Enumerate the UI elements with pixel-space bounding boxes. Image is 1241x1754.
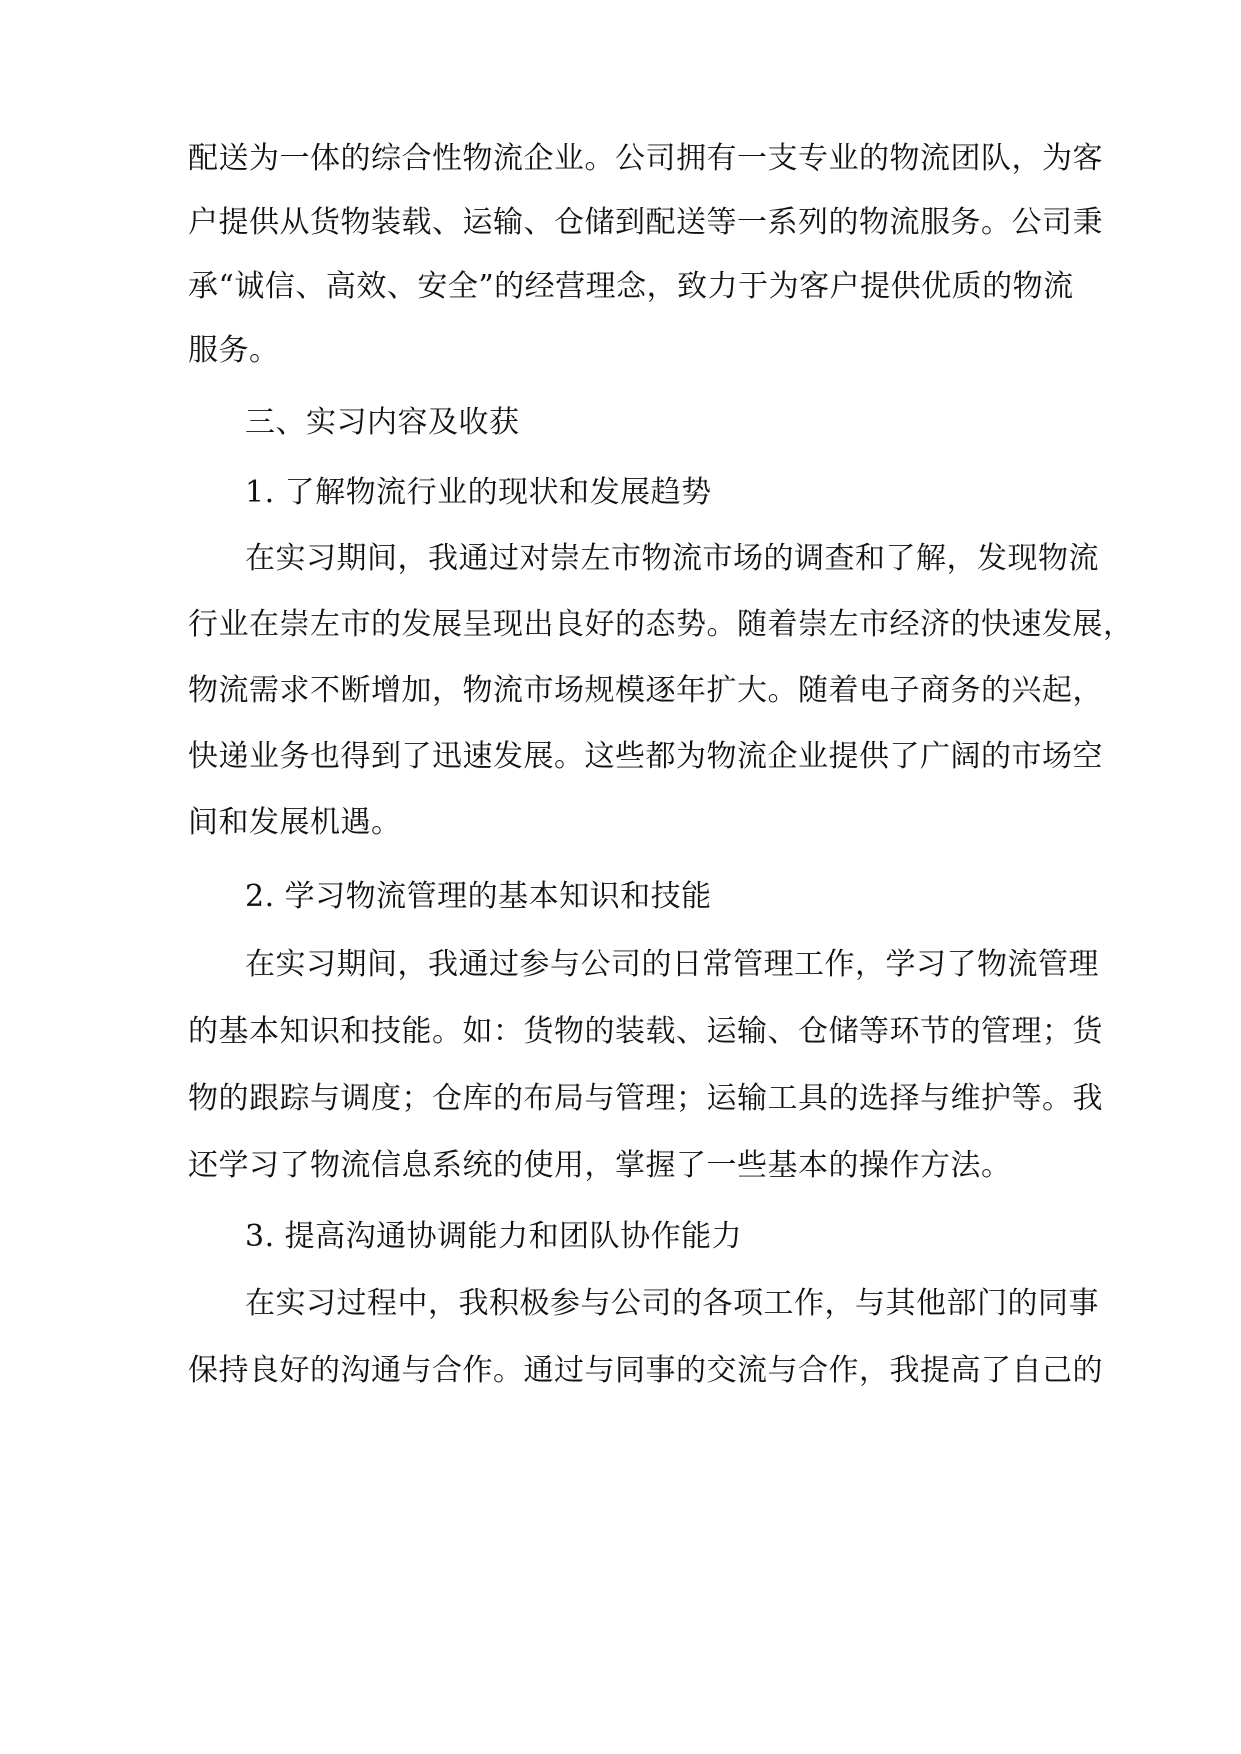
body-text-line: 承“诚信、高效、安全”的经营理念，致力于为客户提供优质的物流 [188, 269, 1074, 304]
body-text-line: 还学习了物流信息系统的使用，掌握了一些基本的操作方法。 [188, 1148, 1012, 1183]
body-text-line: 的基本知识和技能。如：货物的装载、运输、仓储等环节的管理；货 [188, 1014, 1103, 1049]
body-text-line: 在实习期间，我通过参与公司的日常管理工作，学习了物流管理 [245, 947, 1099, 982]
body-text-line: 行业在崇左市的发展呈现出良好的态势。随着崇左市经济的快速发展， [188, 607, 1134, 642]
subsection-heading: 2. 学习物流管理的基本知识和技能 [245, 879, 712, 914]
body-text-line: 物流需求不断增加，物流市场规模逐年扩大。随着电子商务的兴起， [188, 673, 1103, 708]
body-text-line: 在实习过程中，我积极参与公司的各项工作，与其他部门的同事 [245, 1286, 1099, 1321]
subsection-heading: 3. 提高沟通协调能力和团队协作能力 [245, 1219, 743, 1254]
body-text-line: 保持良好的沟通与合作。通过与同事的交流与合作，我提高了自己的 [188, 1353, 1103, 1388]
body-text-line: 服务。 [188, 333, 280, 368]
subsection-heading: 1. 了解物流行业的现状和发展趋势 [245, 475, 712, 510]
body-text-line: 物的跟踪与调度；仓库的布局与管理；运输工具的选择与维护等。我 [188, 1081, 1103, 1116]
body-text-line: 间和发展机遇。 [188, 805, 402, 840]
body-text-line: 户提供从货物装载、运输、仓储到配送等一系列的物流服务。公司秉 [188, 205, 1103, 240]
body-text-line: 快递业务也得到了迅速发展。这些都为物流企业提供了广阔的市场空 [188, 739, 1103, 774]
section-heading: 三、实习内容及收获 [245, 405, 520, 440]
body-text-line: 配送为一体的综合性物流企业。公司拥有一支专业的物流团队，为客 [188, 141, 1103, 176]
body-text-line: 在实习期间，我通过对崇左市物流市场的调查和了解，发现物流 [245, 541, 1099, 576]
